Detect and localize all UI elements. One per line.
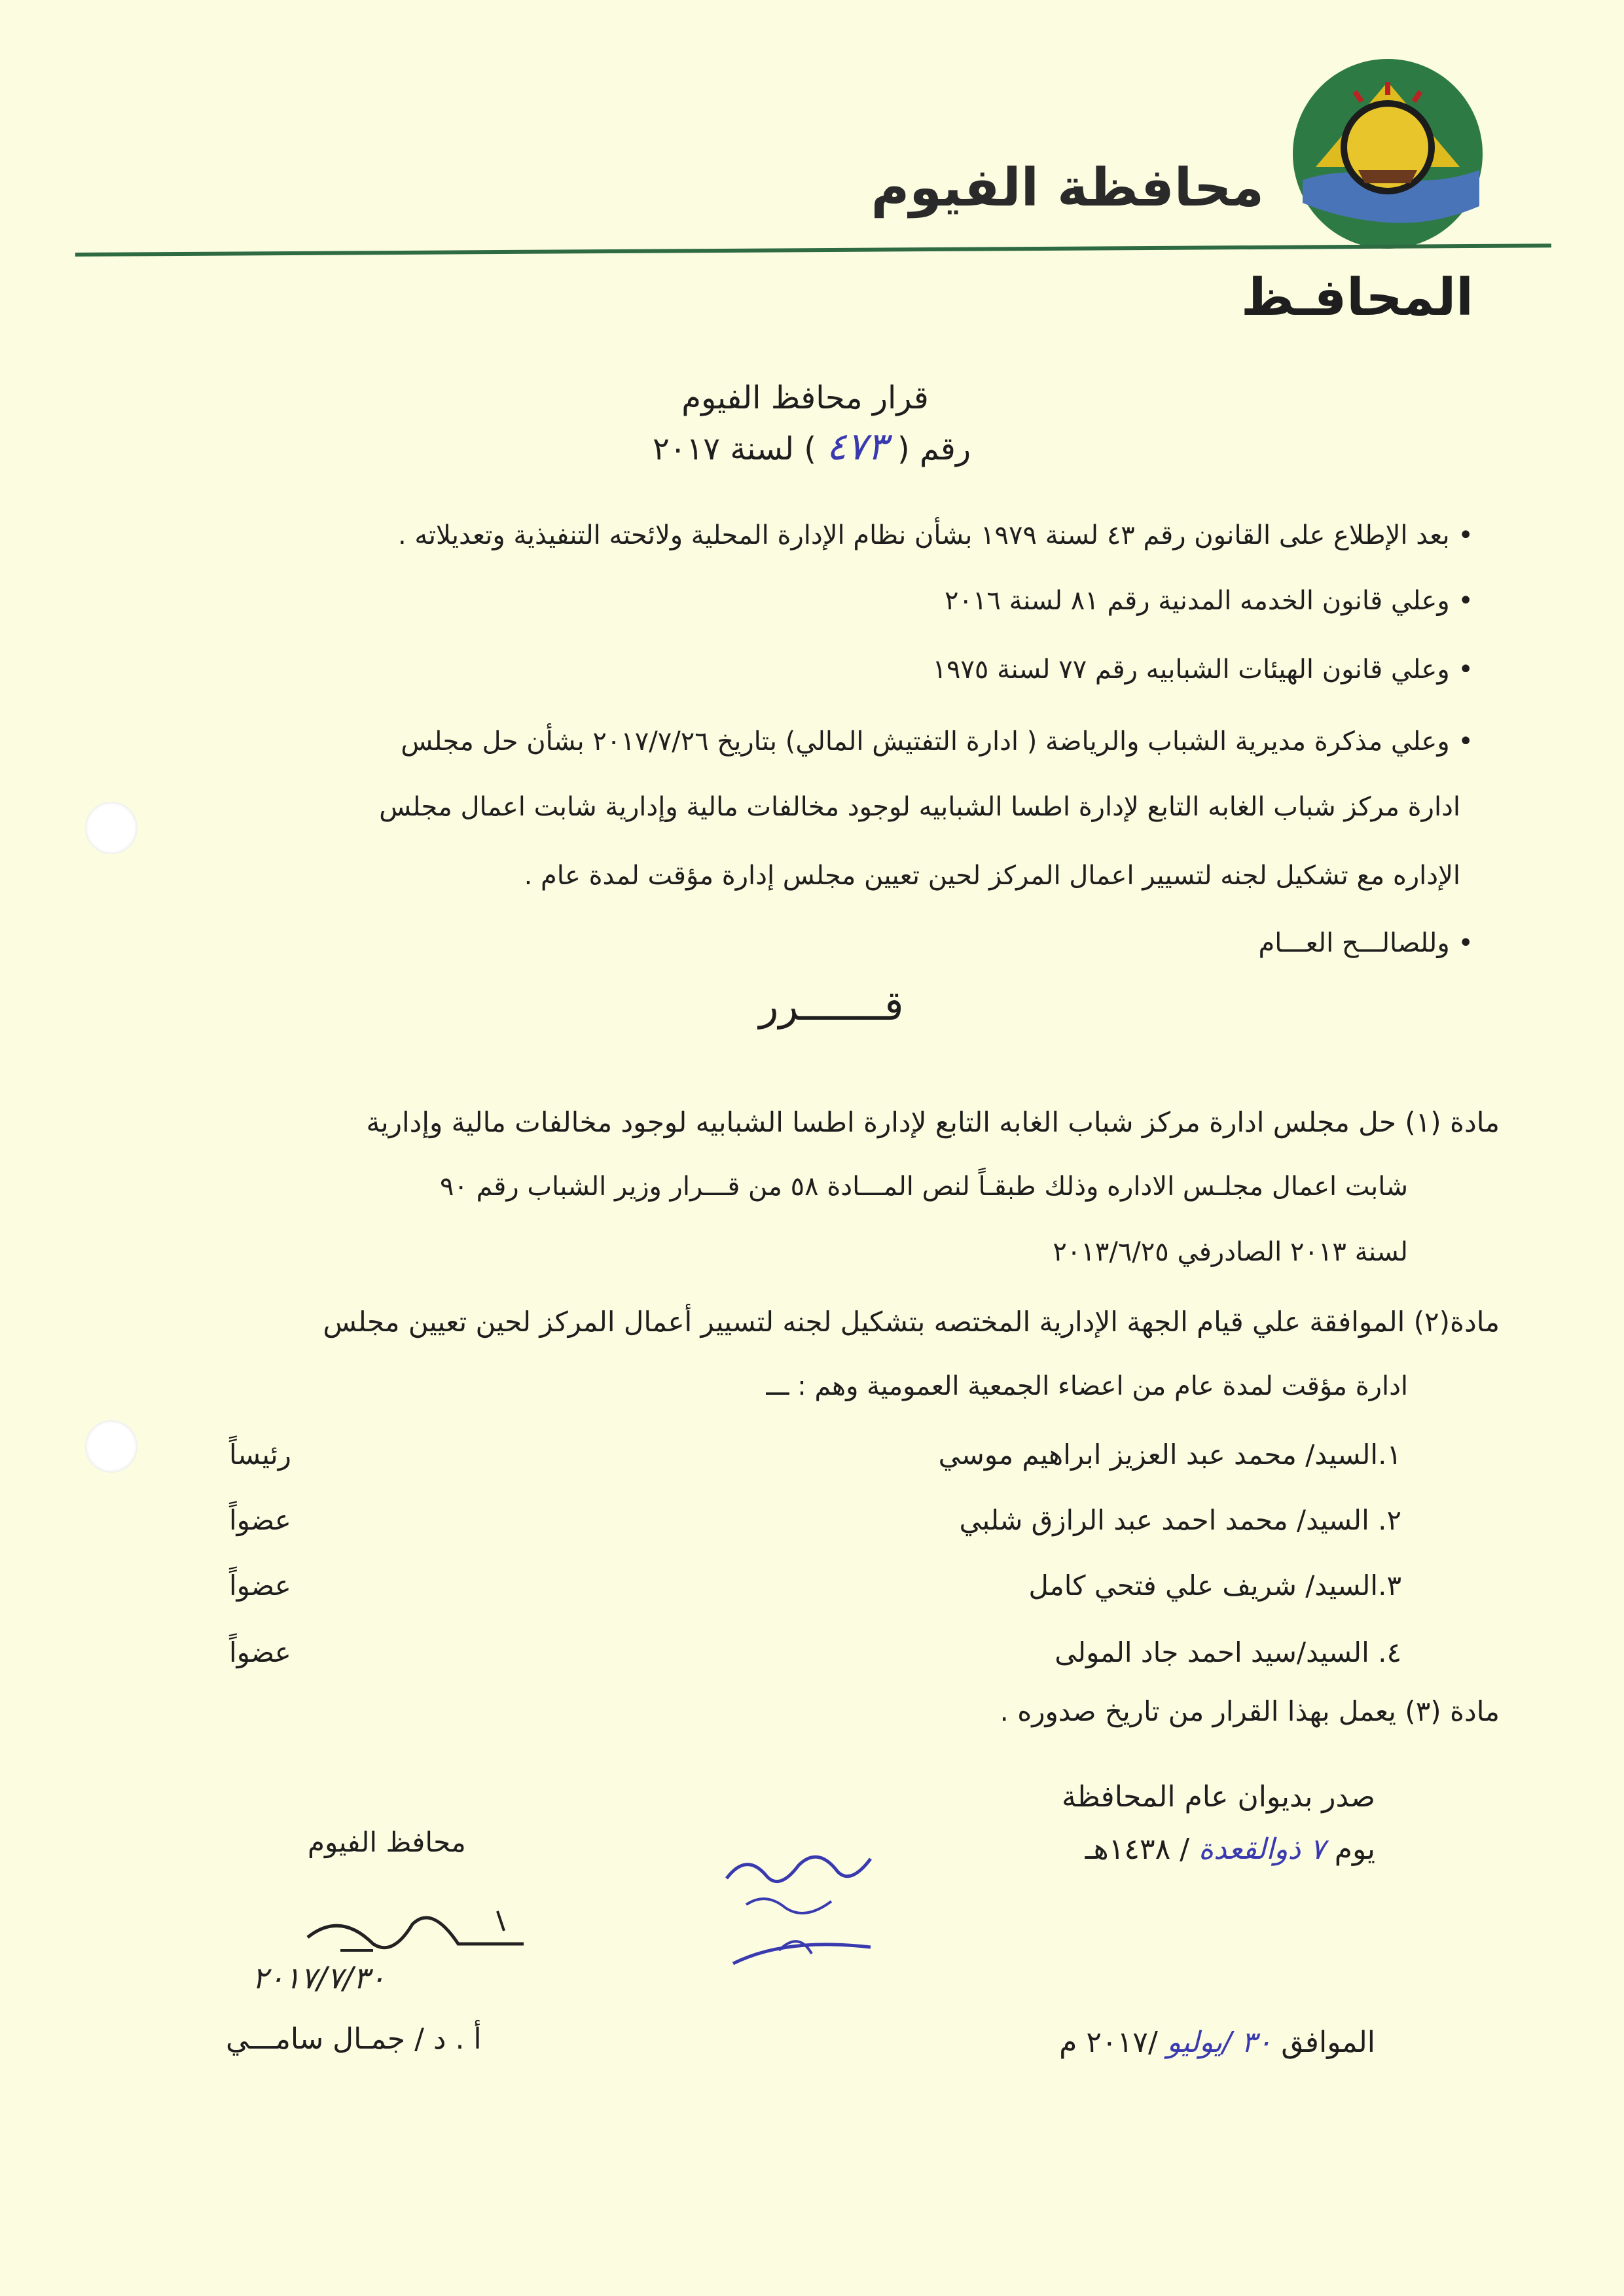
decision-number-prefix: رقم ( — [897, 431, 971, 467]
corresponding-year: /٢٠١٧ م — [1059, 2026, 1158, 2059]
punch-hole-top — [85, 802, 137, 854]
issued-day-handwritten: ٧ ذوالقعدة — [1199, 1833, 1326, 1866]
member-4-role: عضواً — [229, 1636, 291, 1668]
decides-heading: قـــــــرر — [759, 982, 904, 1030]
decision-number-suffix: ) لسنة ٢٠١٧ — [652, 431, 816, 467]
governor-signature — [301, 1898, 537, 1970]
corresponding-prefix: الموافق — [1281, 2026, 1375, 2059]
preamble-line-1: • بعد الإطلاع على القانون رقم ٤٣ لسنة ١٩٧٩ بشأن نظام الإدارة المحلية ولائحته التنفيذية وتعديلاته . — [398, 520, 1473, 550]
member-1-role: رئيساً — [229, 1439, 291, 1471]
issued-at: صدر بديوان عام المحافظة — [1061, 1780, 1375, 1814]
decision-title: قرار محافظ الفيوم — [681, 380, 929, 416]
preamble-line-3: • وعلي قانون الهيئات الشبابيه رقم ٧٧ لسنة ١٩٧٥ — [932, 655, 1473, 685]
preamble-line-6: الإداره مع تشكيل لجنه لتسيير اعمال المركز لحين تعيين مجلس إدارة مؤقت لمدة عام . — [524, 861, 1460, 891]
article-1-line-2: شابت اعمال مجلـس الاداره وذلك طبقـاً لنص المـــادة ٥٨ من قـــرار وزير الشباب رقم ٩٠ — [439, 1172, 1408, 1202]
corresponding-handwritten: ٣٠ /يوليو — [1166, 2026, 1272, 2059]
preamble-line-4: • وعلي مذكرة مديرية الشباب والرياضة ( ادارة التفتيش المالي) بتاريخ ٢٠١٧/٧/٢٦ بشأن حل مجلس — [401, 726, 1473, 757]
governorate-logo — [1290, 56, 1486, 252]
decision-number — [576, 424, 1047, 469]
governor-signature-label: محافظ الفيوم — [308, 1826, 466, 1858]
member-4-name: ٤. السيد/سيد احمد جاد المولى — [1055, 1636, 1401, 1668]
preamble-line-5: ادارة مركز شباب الغابه التابع لإدارة اطسا الشبابيه لوجود مخالفات مالية وإدارية شابت اعمال مجلس — [379, 792, 1460, 822]
issued-corresponding — [1059, 2026, 1375, 2059]
issued-day-prefix: يوم — [1334, 1833, 1375, 1866]
article-1-line-1: مادة (١) حل مجلس ادارة مركز شباب الغابه التابع لإدارة اطسا الشبابيه لوجود مخالفات مالية وإدارية — [366, 1106, 1500, 1138]
member-3-role: عضواً — [229, 1570, 291, 1602]
official-initials-signature — [707, 1839, 890, 1990]
preamble-line-7: • وللصالـــح العـــام — [1258, 928, 1473, 958]
governor-sign-date: ٢٠١٧/٧/٣٠ — [252, 1960, 386, 1996]
member-1-name: ١.السيد/ محمد عبد العزيز ابراهيم موسي — [938, 1439, 1401, 1471]
article-1-line-3: لسنة ٢٠١٣ الصادرفي ٢٠١٣/٦/٢٥ — [1053, 1237, 1408, 1267]
governorate-name: محافظة الفيوم — [871, 157, 1264, 218]
punch-hole-bottom — [85, 1420, 137, 1473]
governor-title: المحافـظ — [1240, 268, 1473, 327]
issued-hijri-year: / ١٤٣٨هـ — [1085, 1833, 1190, 1866]
member-2-role: عضواً — [229, 1504, 291, 1536]
article-2-line-2: ادارة مؤقت لمدة عام من اعضاء الجمعية العمومية وهم : ـــ — [766, 1371, 1408, 1401]
member-2-name: ٢. السيد/ محمد احمد عبد الرازق شلبي — [959, 1504, 1401, 1536]
preamble-line-2: • وعلي قانون الخدمه المدنية رقم ٨١ لسنة ٢٠١٦ — [945, 586, 1473, 616]
decision-number-handwritten: ٤٧٣ — [826, 424, 888, 469]
issued-day — [1085, 1833, 1375, 1866]
article-3: مادة (٣) يعمل بهذا القرار من تاريخ صدوره . — [1000, 1695, 1500, 1727]
article-2-line-1: مادة(٢) الموافقة علي قيام الجهة الإدارية المختصه بتشكيل لجنه لتسيير أعمال المركز لحين تعيين مجلس — [323, 1306, 1500, 1338]
member-3-name: ٣.السيد/ شريف علي فتحي كامل — [1028, 1570, 1401, 1602]
governor-name: أ . د / جمـال سامـــي — [226, 2022, 482, 2056]
